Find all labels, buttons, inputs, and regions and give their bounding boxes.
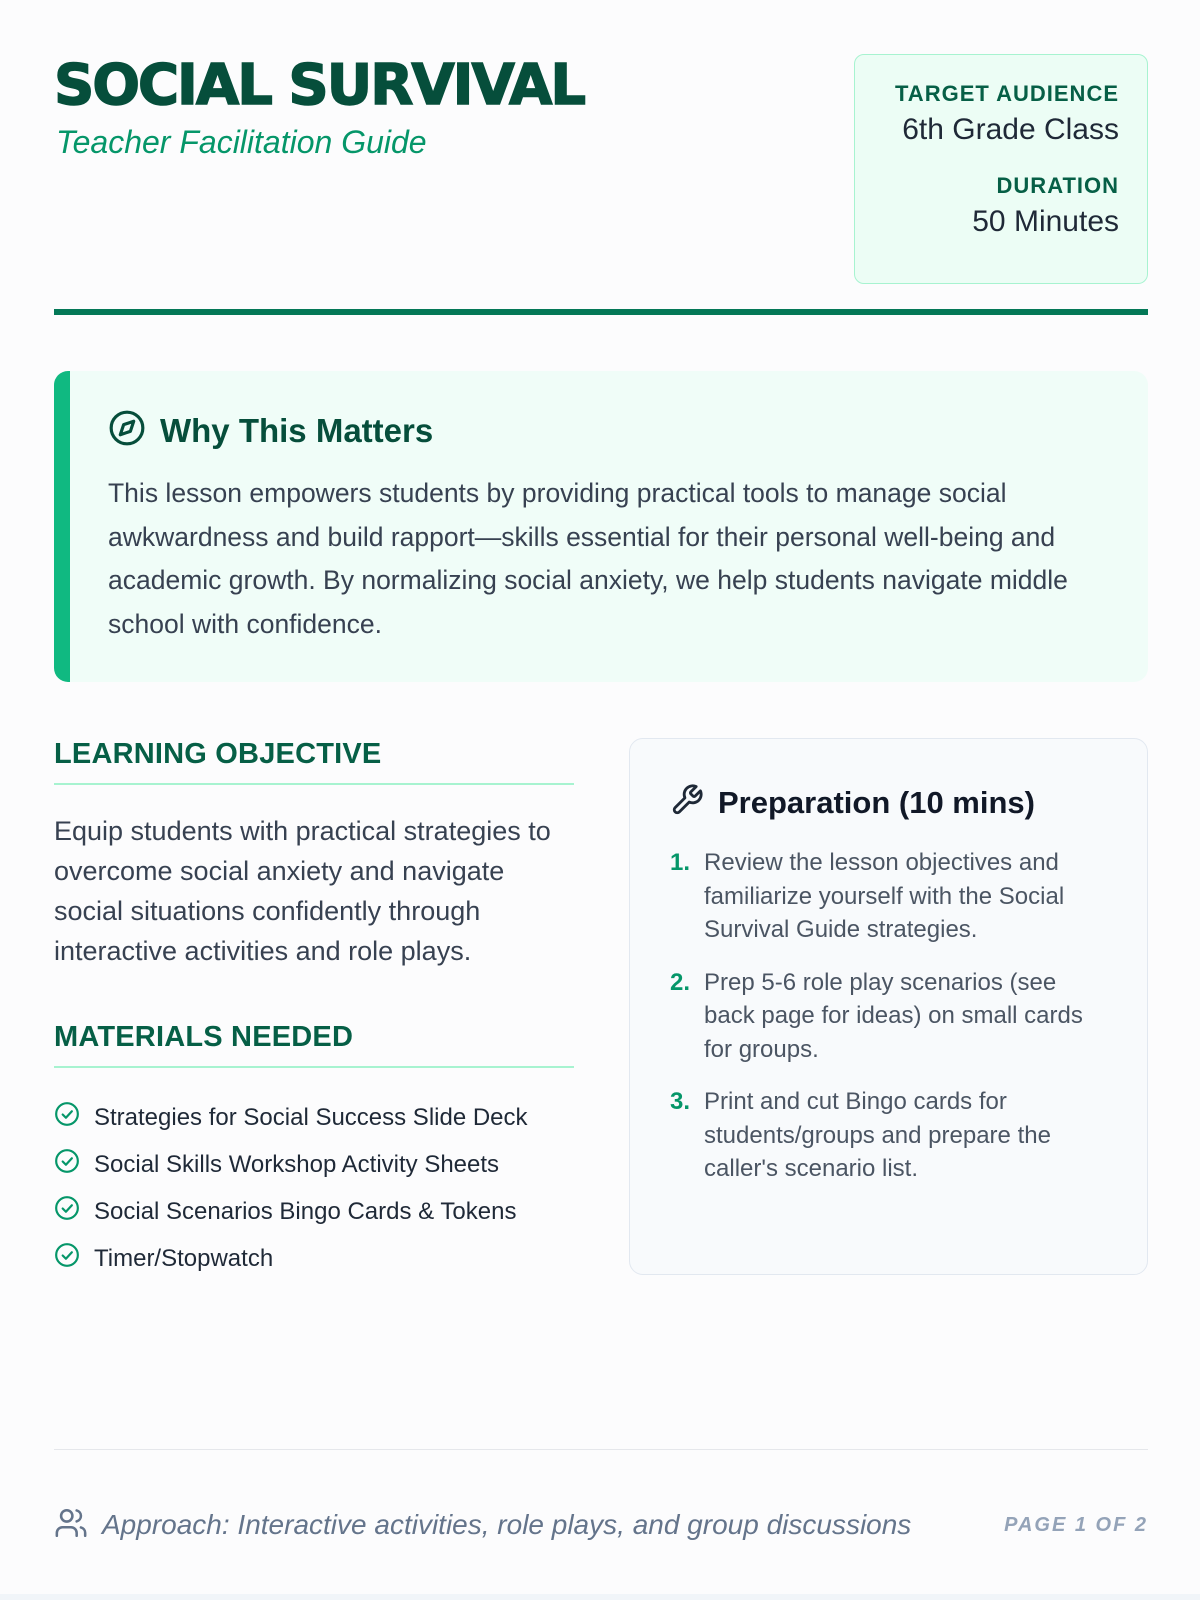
prep-heading (670, 783, 1109, 822)
footer-divider (54, 1449, 1148, 1450)
step-text: Prep 5-6 role play scenarios (see back page for ideas) on small cards for groups. (704, 968, 1083, 1063)
check-circle-icon (54, 1242, 80, 1275)
material-label: Social Skills Workshop Activity Sheets (94, 1150, 500, 1178)
list-item (54, 1141, 574, 1188)
list-item (670, 966, 1109, 1067)
users-icon (54, 1506, 88, 1545)
materials-heading: MATERIALS NEEDED (54, 1021, 574, 1068)
step-text: Print and cut Bingo cards for students/groups and prepare the caller's scenario list. (704, 1088, 1051, 1182)
materials-list (54, 1094, 574, 1282)
left-column (54, 738, 574, 1282)
bottom-strip (0, 1594, 1200, 1600)
list-item (54, 1235, 574, 1282)
duration-label: DURATION (996, 173, 1119, 198)
step-number: 1. (670, 849, 691, 876)
prep-title: Preparation (10 mins) (718, 784, 1035, 820)
wrench-icon (670, 783, 704, 822)
approach-text: Approach: Interactive activities, role plays, and group discussions (102, 1509, 912, 1540)
target-audience-value: 6th Grade Class (902, 113, 1119, 146)
material-label: Social Scenarios Bingo Cards & Tokens (94, 1197, 517, 1225)
why-this-matters-callout (54, 371, 1148, 682)
meta-box (854, 54, 1148, 284)
material-label: Strategies for Social Success Slide Deck (94, 1103, 528, 1131)
preparation-card (629, 738, 1148, 1275)
page-number: PAGE 1 OF 2 (1004, 1513, 1148, 1536)
why-text: This lesson empowers students by providing practical tools to manage social awkwardness and build rapport—skills essential for their personal well-being and academic growth. By normalizing social anxiety, we help students navigate middle school with confidence. (108, 478, 1068, 639)
prep-steps (670, 846, 1109, 1186)
check-circle-icon (54, 1101, 80, 1134)
page-footer (54, 1505, 1148, 1545)
list-item (54, 1188, 574, 1235)
duration-value: 50 Minutes (972, 205, 1119, 238)
list-item (670, 846, 1109, 947)
objective-heading: LEARNING OBJECTIVE (54, 738, 574, 785)
step-number: 3. (670, 1088, 691, 1115)
page-subtitle: Teacher Facilitation Guide (56, 124, 427, 160)
page-title: SOCIAL SURVIVAL (54, 53, 585, 118)
material-label: Timer/Stopwatch (94, 1244, 274, 1272)
why-title: Why This Matters (160, 411, 434, 449)
page-header (54, 54, 1148, 318)
compass-icon (108, 409, 146, 452)
list-item (54, 1094, 574, 1141)
objective-text: Equip students with practical strategies to overcome social anxiety and navigate social situations confidently through interactive activities and role plays. (54, 816, 551, 966)
header-divider (54, 309, 1148, 315)
list-item (670, 1085, 1109, 1186)
check-circle-icon (54, 1195, 80, 1228)
target-audience-label: TARGET AUDIENCE (895, 81, 1119, 106)
check-circle-icon (54, 1148, 80, 1181)
step-number: 2. (670, 968, 691, 996)
step-text: Review the lesson objectives and familiarize yourself with the Social Survival Guide strategies. (704, 849, 1065, 943)
why-heading (108, 409, 1110, 452)
